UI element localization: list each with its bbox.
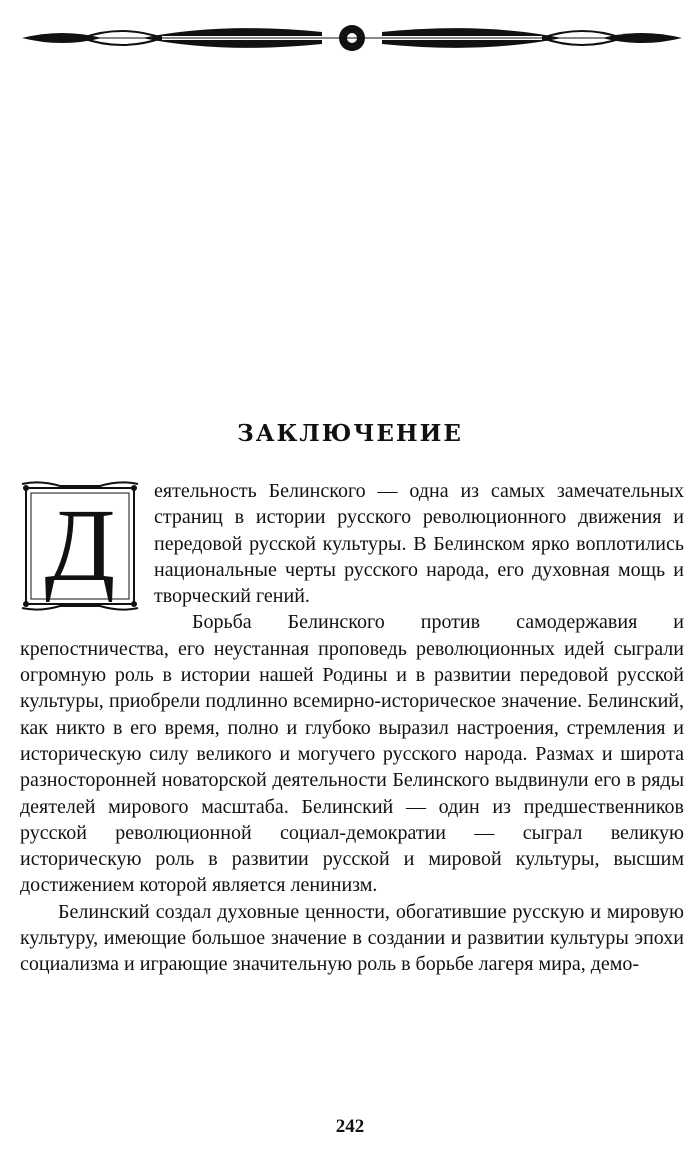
chapter-title: ЗАКЛЮЧЕНИЕ (237, 420, 463, 447)
body-text (20, 478, 684, 978)
drop-cap-letter: Д (44, 488, 116, 603)
paragraph-3: Белинский создал духовные ценности, обогатившие русскую и мировую культуру, имеющие большое значение в создании и развитии культуры эпохи социализма и играющие значительную роль в борьбе лагеря мира, демо- (20, 900, 684, 976)
page-number: 242 (335, 1116, 365, 1137)
header-ornament (22, 18, 682, 58)
drop-cap (20, 480, 140, 612)
paragraph-2: Борьба Белинского против самодержавия и крепостничества, его неустанная проповедь революционных идей сыграли огромную роль в истории нашей Родины и в развитии передовой русской культуры, приобрели подлинно всемирно-историческое значение. Белинский, как никто в его время, полно и глубоко выразил настроения, стремления и историческую силу великого и могучего русского народа. Размах и широта разносторонней новаторской деятельности Белинского выдвинули его в ряды деятелей мирового масштаба. Белинский — один из предшественников русской революционной социал-демократии — сыграл великую историческую роль в развитии русской и мировой культуры, высшим достижением которой является ленинизм. (20, 611, 684, 897)
paragraph-1: еятельность Белинского — одна из самых замечательных страниц в истории русского революционного движения и передовой русской культуры. В Белинском ярко воплотились национальные черты русского народа, его духовная мощь и творческий гений. (154, 480, 684, 608)
